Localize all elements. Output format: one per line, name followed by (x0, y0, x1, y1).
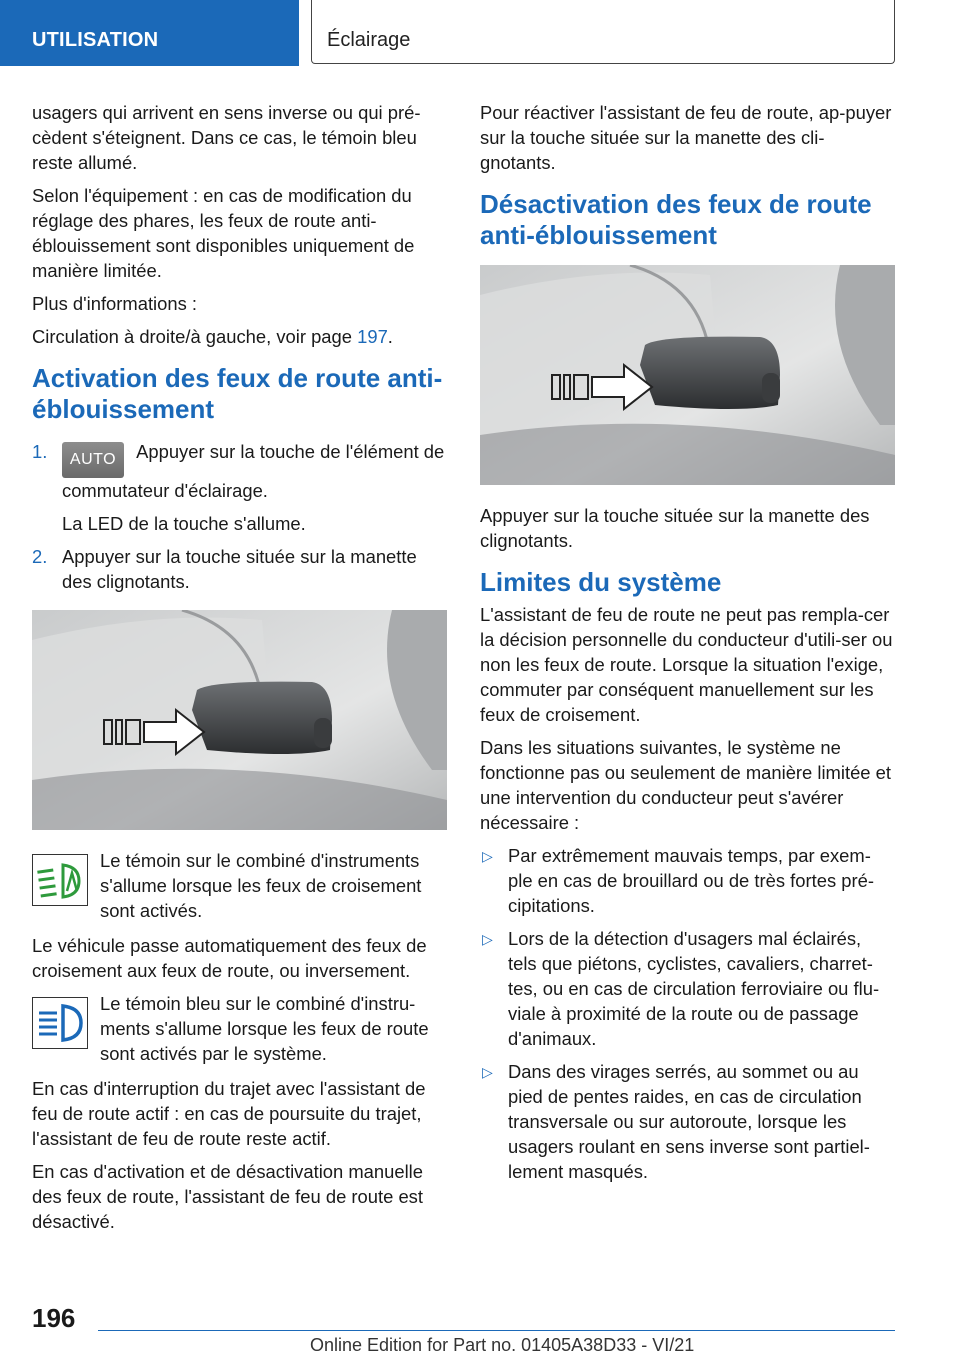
right-column (480, 100, 894, 1192)
footer-edition: Online Edition for Part no. 01405A38D33 - VI/21 (310, 1335, 695, 1355)
paragraph: En cas d'interruption du trajet avec l'assistant de feu de route actif : en cas de poursuite du trajet, l'assistant de feu de route reste actif. (32, 1078, 426, 1149)
bullet-text: Dans des virages serrés, au sommet ou au pied de pentes raides, en cas de circulation transversale ou sur autoroute, lorsque les usagers roulant en sens inverse sont partiel-lement masqués. (508, 1061, 870, 1182)
left-column (32, 100, 446, 1242)
paragraph: Selon l'équipement : en cas de modification du réglage des phares, les feux de route anti-éblouissement sont disponibles uniquement de manière limitée. (32, 185, 415, 281)
paragraph: Dans les situations suivantes, le système ne fonctionne pas ou seulement de manière limitée et une intervention du conducteur peut s'avérer nécessaire : (480, 737, 891, 833)
step-text: Appuyer sur la touche de l'élément de commutateur d'éclairage. (62, 441, 445, 501)
turn-signal-lever-photo (480, 265, 895, 485)
triangle-bullet-icon: ▷ (482, 1064, 493, 1080)
page-number: 196 (32, 1303, 76, 1333)
bullet-text: Lors de la détection d'usagers mal éclairés, tels que piétons, cyclistes, cavaliers, charret-tes, ou en cas de circulation ferroviaire ou flu-viale à proximité de la route ou de passage d'animaux. (508, 928, 880, 1049)
heading-activation: Activation des feux de route anti-éblouissement (32, 363, 443, 424)
heading-limits: Limites du système (480, 567, 722, 597)
page-reference-link[interactable]: 197 (357, 326, 388, 347)
paragraph: L'assistant de feu de route ne peut pas rempla-cer la décision personnelle du conducteur d'utili-ser ou non les feux de route. Lorsque la situation l'exige, commuter par conséquent manuellement sur les feux de croisement. (480, 604, 893, 725)
section-tab (0, 0, 299, 66)
bullet-text: Par extrêmement mauvais temps, par exem-ple en cas de brouillard ou de très fortes pré-cipitations. (508, 845, 874, 916)
indicator-note (32, 991, 446, 1066)
triangle-bullet-icon: ▷ (482, 848, 493, 864)
paragraph (32, 324, 446, 349)
note-text: Le témoin bleu sur le combiné d'instru-ments s'allume lorsque les feux de route sont activés par le système. (100, 993, 429, 1064)
lever-illustration (32, 610, 447, 830)
paragraph: usagers qui arrivent en sens inverse ou qui pré-cèdent s'éteignent. Dans ce cas, le témoin bleu reste allumé. (32, 102, 421, 173)
list-item (480, 1059, 894, 1184)
reference-end: . (387, 326, 393, 347)
list-item (480, 926, 894, 1051)
note-text: Le témoin sur le combiné d'instruments s'allume lorsque les feux de croisement sont activés. (100, 850, 422, 921)
lever-illustration (480, 265, 895, 485)
turn-signal-lever-photo (32, 610, 447, 830)
section-title: UTILISATION (32, 29, 159, 51)
paragraph: Plus d'informations : (32, 293, 198, 314)
step-1 (32, 439, 446, 503)
triangle-bullet-icon: ▷ (482, 931, 493, 947)
step-sub: La LED de la touche s'allume. (62, 513, 306, 534)
step-2 (32, 544, 446, 594)
chapter-title: Éclairage (327, 29, 411, 51)
paragraph: Pour réactiver l'assistant de feu de route, ap-puyer sur la touche située sur la manette des cli-gnotants. (480, 102, 892, 173)
paragraph: En cas d'activation et de désactivation manuelle des feux de route, l'assistant de feu de route est désactivé. (32, 1161, 423, 1232)
step-text: Appuyer sur la touche située sur la manette des clignotants. (62, 546, 417, 592)
heading-deactivation: Désactivation des feux de route anti-éblouissement (480, 189, 872, 250)
indicator-note (32, 848, 446, 923)
list-item (480, 843, 894, 918)
step-number: 2. (32, 546, 48, 567)
low-beam-indicator-icon (32, 854, 88, 906)
paragraph: Le véhicule passe automatiquement des feux de croisement aux feux de route, ou inversement. (32, 935, 427, 981)
step-number: 1. (32, 441, 48, 462)
paragraph: Appuyer sur la touche située sur la manette des clignotants. (480, 505, 870, 551)
auto-button-icon: AUTO (62, 442, 124, 478)
page-header (0, 0, 960, 66)
footer-divider (98, 1330, 895, 1331)
high-beam-indicator-icon (32, 997, 88, 1049)
reference-text: Circulation à droite/à gauche, voir page (32, 326, 358, 347)
chapter-box (311, 0, 895, 64)
